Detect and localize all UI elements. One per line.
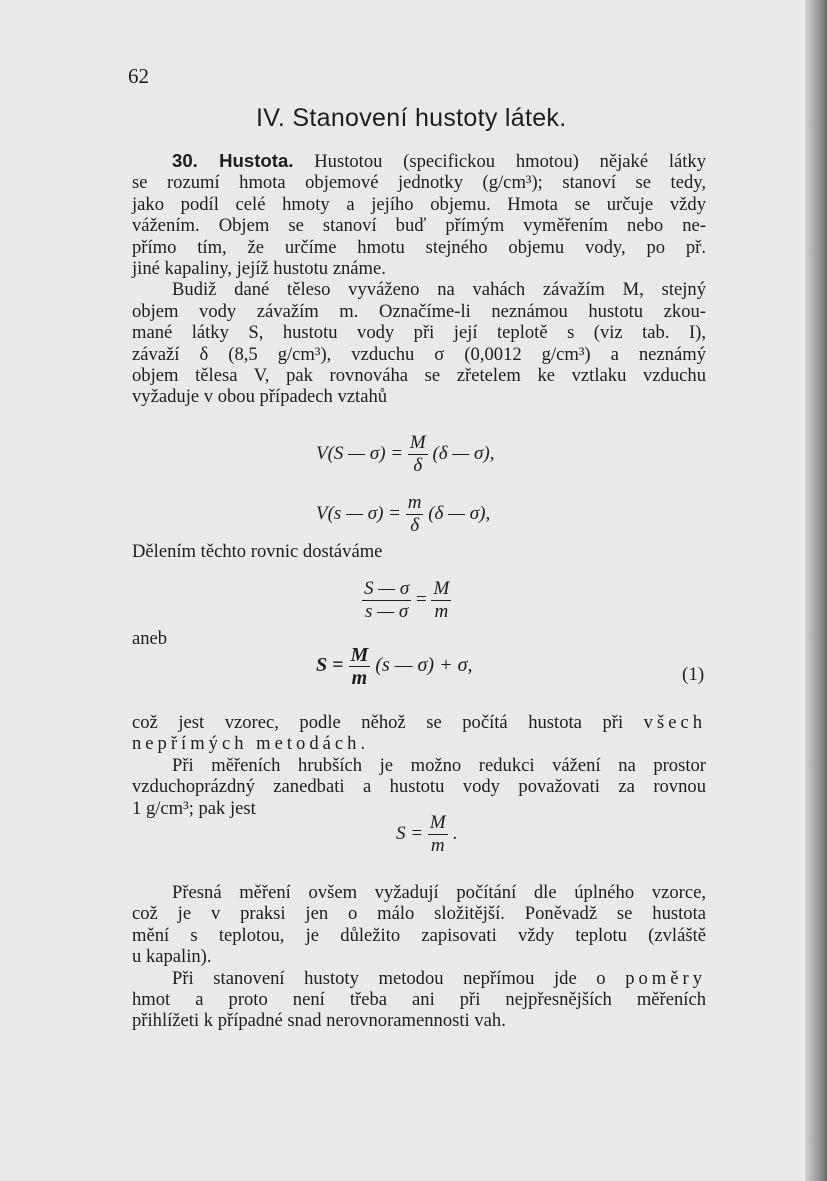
text-line: mění s teplotou, je důležito zapisovati vždy teplotu (zvláště — [132, 924, 706, 946]
text-line: objem tělesa V, pak rovnováha se zřetelem ke vztlaku vzduchu — [132, 365, 706, 387]
text-line: Při měřeních hrubších je možno redukci vážení na prostor — [172, 754, 706, 776]
book-edge-shadow — [805, 0, 827, 1181]
text-line: mané látky S, hustotu vody při její teplotě s (viz tab. I), — [132, 322, 706, 344]
text-line: Při stanovení hustoty metodou nepřímou jde o poměry — [172, 967, 706, 989]
dividing-text: Dělením těchto rovnic dostáváme — [132, 541, 383, 562]
text-line: přihlížeti k případné snad nerovnoramennosti vah. — [132, 1010, 506, 1032]
text-line: u kapalin). — [132, 946, 212, 968]
text-line: jiné kapaliny, jejíž hustotu známe. — [132, 258, 386, 280]
section-text-end — [132, 882, 706, 1032]
text-line: nepřímých metodách. — [132, 733, 370, 755]
equation-3: $\frac{S — \sigma}{s — \sigma}$ = $\frac{M}{m}$ — [364, 578, 450, 622]
fraction: $\frac{S — \sigma}{s — \sigma}$ — [364, 578, 410, 622]
equation-2: V(s — σ) = $\frac{m}{\delta}$ (δ — σ), — [316, 492, 491, 536]
section-text-middle — [132, 712, 706, 819]
aneb-label: aneb — [132, 628, 168, 649]
text-line: závaží δ (8,5 g/cm³), vzduchu σ (0,0012 g/cm³) a neznámý — [132, 343, 706, 365]
page-number: 62 — [128, 64, 149, 88]
equation-5: S = $\frac{M}{m}$ . — [396, 812, 458, 856]
fraction: $\frac{m}{\delta}$ — [407, 492, 422, 536]
text-line: vzduchoprázdný zanedbati a hustotu vody považovati za rovnou — [132, 776, 706, 798]
fraction: $\frac{M}{\delta}$ — [409, 432, 426, 476]
text-line: vyžaduje v obou případech vztahů — [132, 386, 388, 408]
fraction: $\frac{M}{m}$ — [429, 812, 446, 856]
text-line: vážením. Objem se stanoví buď přímým vyměřením nebo ne- — [132, 215, 706, 237]
text-line: se rozumí hmota objemové jednotky (g/cm³); stanoví se tedy, — [132, 172, 706, 194]
fraction: $\frac{M}{m}$ — [433, 578, 450, 622]
section-heading: 30. Hustota. — [172, 150, 294, 171]
text-line: 1 g/cm³; pak jest — [132, 797, 256, 819]
text-line: Budiž dané těleso vyváženo na vahách závažím M, stejný — [172, 279, 706, 301]
text-line: hmot a proto není třeba ani při nejpřesnějších měřeních — [132, 989, 706, 1011]
text-line: což jest vzorec, podle něhož se počítá hustota při všech — [132, 712, 706, 733]
section-text-intro — [132, 150, 706, 408]
text-line: objem vody závažím m. Označíme-li neznámou hustotu zkou- — [132, 300, 706, 322]
equation-number: (1) — [682, 664, 705, 685]
fraction: $\frac{M}{m}$ — [350, 644, 369, 689]
equation-4: S = $\frac{M}{m}$ (s — σ) + σ, — [316, 644, 473, 689]
text-line: přímo tím, že určíme hmotu stejného objemu vody, po př. — [132, 236, 706, 258]
chapter-title: IV. Stanovení hustoty látek. — [256, 104, 567, 132]
text-line: jako podíl celé hmoty a jejího objemu. Hmota se určuje vždy — [132, 193, 706, 215]
text-line: Přesná měření ovšem vyžadují počítání dle úplného vzorce, — [172, 882, 706, 903]
equation-1: V(S — σ) = $\frac{M}{\delta}$ (δ — σ), — [316, 432, 495, 476]
text-line: což je v praksi jen o málo složitější. Poněvadž se hustota — [132, 903, 706, 925]
text-line: 30. Hustota. Hustotou (specifickou hmotou) nějaké látky — [172, 150, 707, 172]
